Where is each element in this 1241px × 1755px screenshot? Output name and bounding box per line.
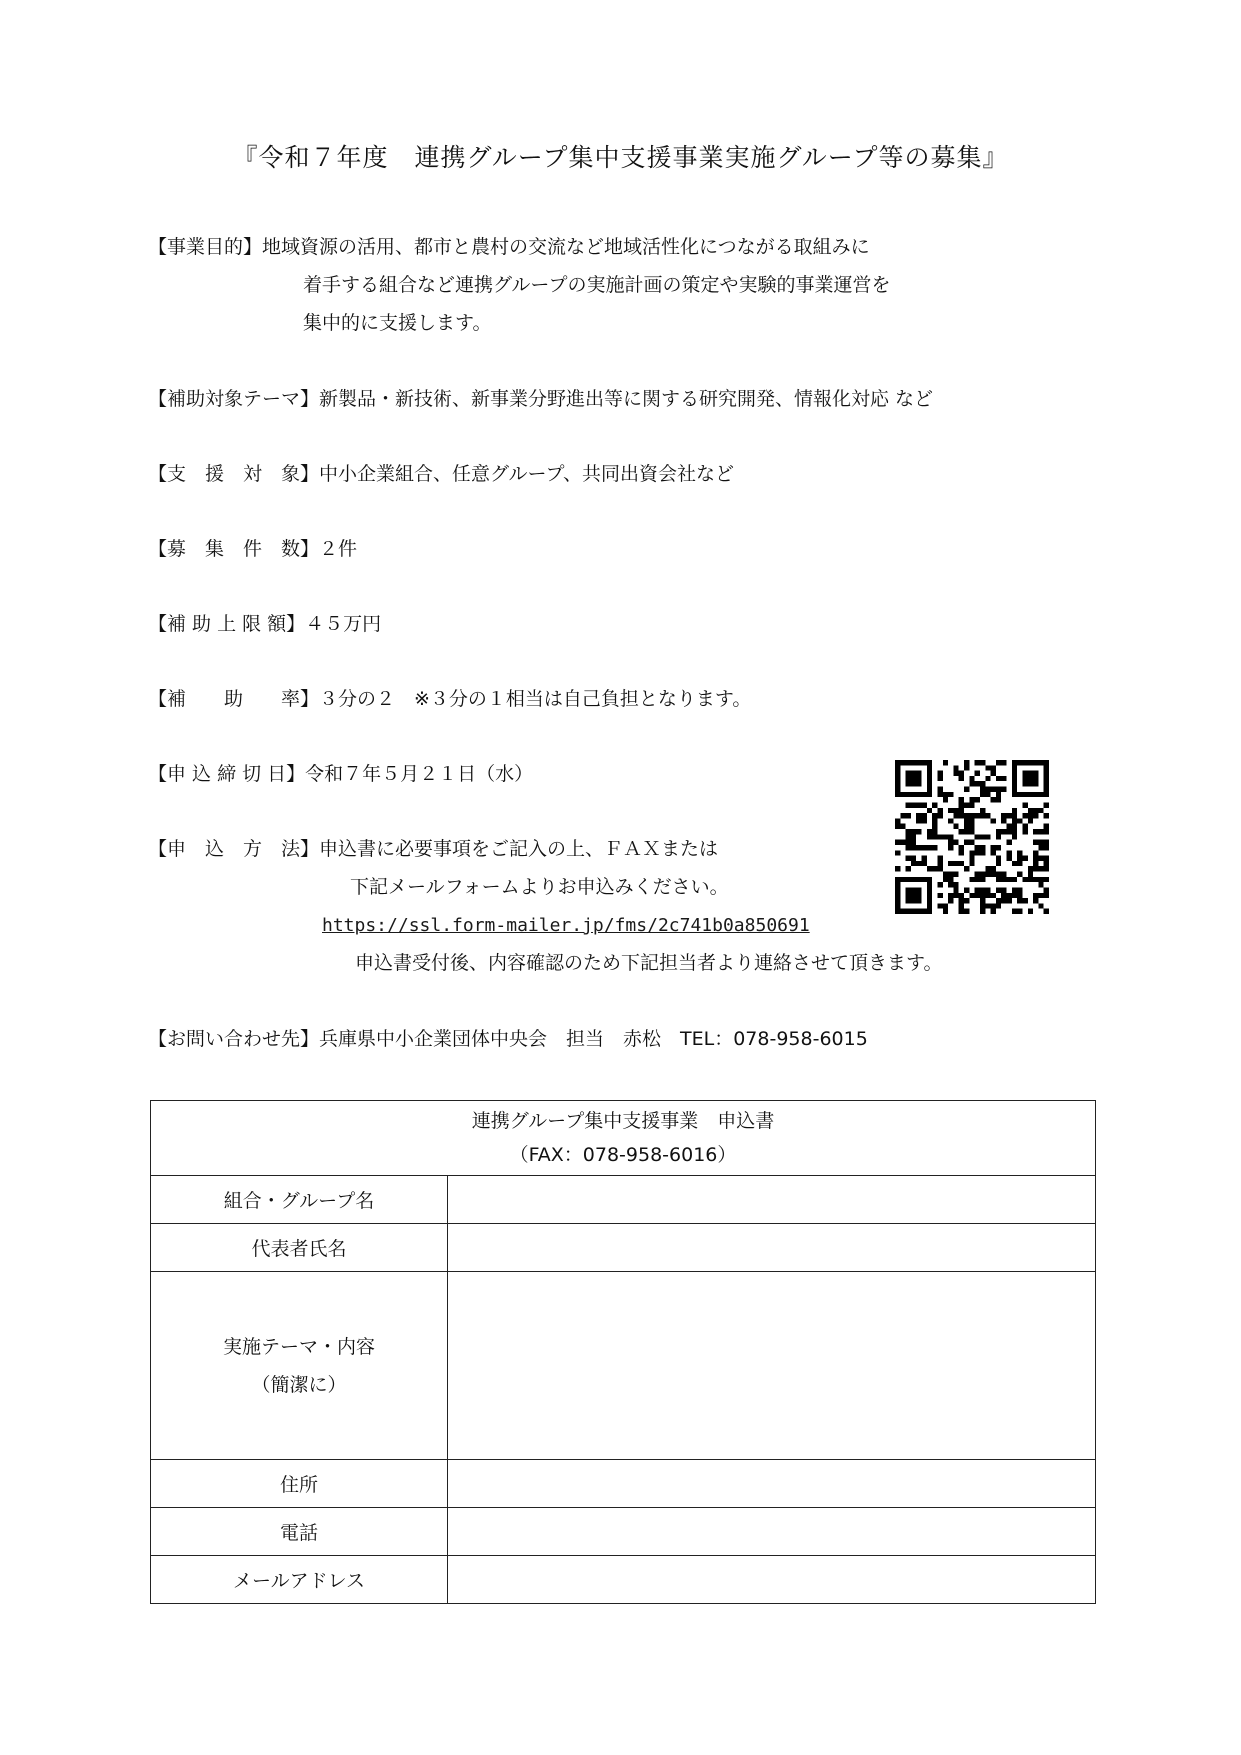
group-name-field[interactable]	[448, 1176, 1096, 1224]
phone-field[interactable]	[448, 1508, 1096, 1556]
contact-label: 【お問い合わせ先】	[148, 1028, 320, 1050]
application-form-table	[150, 1100, 1096, 1604]
rate-label: 【補 助 率】	[148, 688, 320, 710]
method-line-3: 申込書受付後、内容確認のため下記担当者より連絡させて頂きます。	[355, 952, 943, 974]
theme-label: 【補助対象テーマ】	[148, 388, 320, 410]
theme-content-label	[151, 1272, 448, 1460]
count-section	[148, 530, 357, 568]
address-field[interactable]	[448, 1460, 1096, 1508]
form-mailer-link[interactable]: https://ssl.form-mailer.jp/fms/2c741b0a850691	[322, 915, 810, 936]
representative-field[interactable]	[448, 1224, 1096, 1272]
theme-content-label-text: 実施テーマ・内容	[222, 1335, 375, 1358]
deadline-section	[148, 755, 533, 793]
target-value: 中小企業組合、任意グループ、共同出資会社など	[319, 463, 734, 485]
rate-section	[148, 680, 751, 718]
theme-value: 新製品・新技術、新事業分野進出等に関する研究開発、情報化対応 など	[319, 388, 934, 410]
method-line-1: 申込書に必要事項をご記入の上、ＦＡＸまたは	[319, 838, 719, 860]
form-fax: （FAX：078-958-6016）	[509, 1144, 737, 1166]
purpose-label: 【事業目的】	[148, 236, 263, 258]
count-label: 【募 集 件 数】	[148, 538, 320, 560]
method-label: 【申 込 方 法】	[148, 838, 320, 860]
form-title: 連携グループ集中支援事業 申込書	[471, 1110, 775, 1132]
form-header	[151, 1101, 1096, 1176]
group-name-label: 組合・グループ名	[151, 1176, 448, 1224]
email-label: メールアドレス	[151, 1556, 448, 1604]
purpose-line-3: 集中的に支援します。	[303, 312, 492, 334]
contact-value: 兵庫県中小企業団体中央会 担当 赤松 TEL：078-958-6015	[319, 1028, 868, 1050]
address-label: 住所	[151, 1460, 448, 1508]
purpose-line-2: 着手する組合など連携グループの実施計画の策定や実験的事業運営を	[303, 274, 891, 296]
deadline-value: 令和７年５月２１日（水）	[305, 763, 534, 785]
rate-value: ３分の２ ※３分の１相当は自己負担となります。	[319, 688, 752, 710]
purpose-section	[148, 228, 870, 266]
purpose-line-1: 地域資源の活用、都市と農村の交流など地域活性化につながる取組みに	[262, 236, 870, 258]
deadline-label: 【申 込 締 切 日】	[148, 763, 306, 785]
page-title: 『令和７年度 連携グループ集中支援事業実施グループ等の募集』	[232, 143, 1009, 172]
method-line-2: 下記メールフォームよりお申込みください。	[350, 876, 729, 898]
target-section	[148, 455, 734, 493]
representative-label: 代表者氏名	[151, 1224, 448, 1272]
limit-section	[148, 605, 381, 643]
target-label: 【支 援 対 象】	[148, 463, 320, 485]
method-section	[148, 830, 718, 868]
theme-content-note: （簡潔に）	[251, 1373, 347, 1396]
phone-label: 電話	[151, 1508, 448, 1556]
count-value: ２件	[319, 538, 358, 560]
theme-section	[148, 380, 933, 418]
email-field[interactable]	[448, 1556, 1096, 1604]
qr-code-icon	[895, 760, 1049, 914]
limit-label: 【補 助 上 限 額】	[148, 613, 306, 635]
theme-content-field[interactable]	[448, 1272, 1096, 1460]
limit-value: ４５万円	[305, 613, 382, 635]
contact-section	[148, 1020, 868, 1058]
